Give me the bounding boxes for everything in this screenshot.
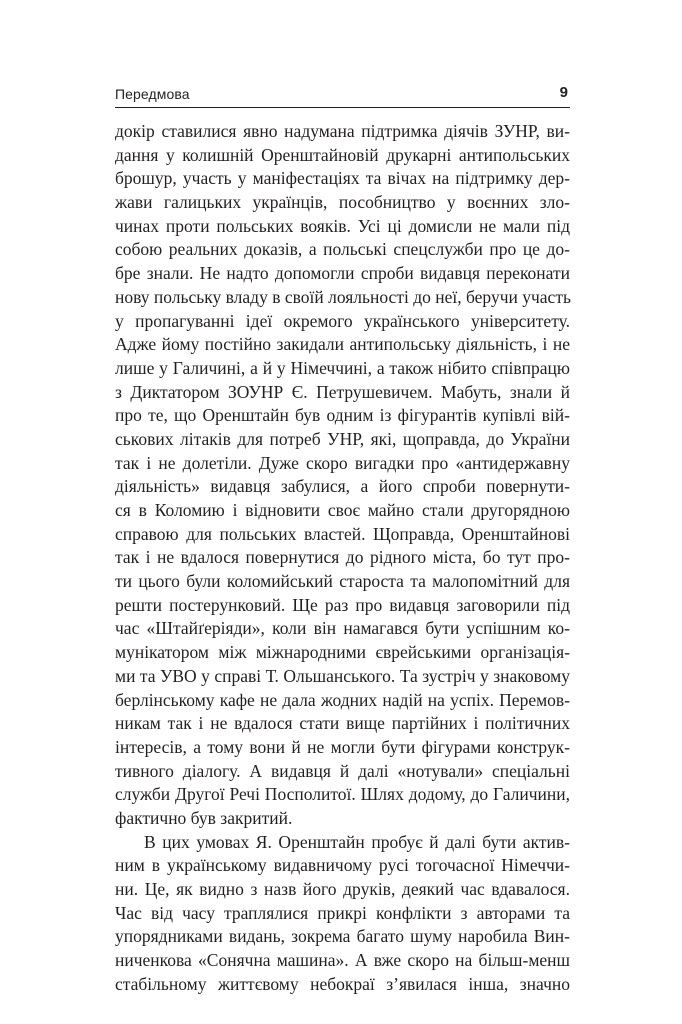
- text-line: так і не долетіли. Дуже скоро вигадки про «антидержавну: [115, 452, 570, 473]
- text-line: стабільному життєвому небокраї з’явилася інша, значно: [115, 973, 570, 994]
- text-line: брошур, участь у маніфестаціях та вічах на підтримку дер-: [115, 168, 570, 189]
- text-line: тивного діалогу. А видавця й далі «нотували» спеціальні: [115, 760, 570, 781]
- text-line: бре знали. Не надто допомогли спроби видавця переконати: [115, 263, 570, 284]
- text-line: ся в Коломию і відновити своє майно стали другорядною: [115, 500, 570, 520]
- text-line: ниченкова «Сонячна машина». А вже скоро на більш-менш: [115, 950, 570, 971]
- text-line: В цих умовах Я. Оренштайн пробує й далі бути актив-: [144, 831, 570, 852]
- text-line: ми та УВО у справі Т. Ольшанського. Та зустріч у знаковому: [115, 665, 570, 686]
- text-line: никам так і не вдалося стати вище партійних і політичних: [115, 713, 570, 734]
- body-text: [115, 120, 570, 996]
- text-line: діяльність» видавця забулися, а його спроби повернути-: [115, 476, 570, 497]
- text-line: Адже йому постійно закидали антипольську діяльність, і не: [115, 334, 570, 355]
- text-line: так і не вдалося повернутися до рідного міста, бо тут про-: [115, 547, 570, 568]
- text-line: Час від часу траплялися прикрі конфлікти з авторами та: [115, 902, 570, 923]
- text-line: собою реальних доказів, а польські спецслужби про це до-: [115, 239, 570, 260]
- text-line: берлінському кафе не дала жодних надій на успіх. Перемов-: [115, 689, 570, 710]
- text-line: решти постерунковий. Ще раз про видавця заговорили під: [115, 594, 570, 615]
- text-line: ськових літаків для потреб УНР, які, щоправда, до України: [115, 428, 570, 449]
- paragraph: [115, 120, 570, 831]
- text-line: ни. Це, як видно з назв його друків, деякий час вдавалося.: [115, 879, 570, 899]
- text-line: справою для польських властей. Щоправда, Оренштайнові: [115, 523, 570, 544]
- section-title: Передмова: [115, 86, 190, 102]
- text-line: час «Штайґеріяди», коли він намагався бути успішним ко-: [115, 618, 570, 639]
- text-line: про те, що Оренштайн був одним із фігурантів купівлі вій-: [115, 405, 570, 426]
- text-line: служби Другої Речі Посполитої. Шлях додому, до Галичини,: [115, 784, 570, 805]
- text-line: ним в українському видавничому русі тогочасної Німеччи-: [115, 855, 570, 876]
- text-line: інтересів, а тому вони й не могли бути фігурами конструк-: [115, 736, 570, 757]
- text-line: фактично був закритий.: [115, 807, 293, 828]
- text-line: нову польську владу в своїй лояльності до неї, беручи участь: [115, 286, 571, 307]
- text-line: мунікатором між міжнародними єврейськими організація-: [115, 642, 570, 663]
- text-line: ти цього були коломийський староста та малопомітний для: [115, 571, 570, 592]
- text-line: упорядниками видань, зокрема багато шуму наробила Вин-: [115, 926, 570, 947]
- text-line: з Диктатором ЗОУНР Є. Петрушевичем. Мабуть, знали й: [115, 381, 570, 402]
- text-line: докір ставилися явно надумана підтримка діячів ЗУНР, ви-: [115, 121, 570, 141]
- running-head: [115, 85, 570, 108]
- text-line: у пропагуванні ідеї окремого українського університету.: [115, 310, 570, 331]
- paragraph: [115, 831, 570, 997]
- text-line: жави галицьких українців, пособництво у воєнних зло-: [115, 192, 570, 213]
- text-line: лише у Галичині, а й у Німеччині, а також нібито співпрацю: [115, 357, 570, 378]
- text-line: дання у колишній Оренштайновій друкарні антипольських: [115, 144, 570, 165]
- page-number: 9: [559, 84, 568, 101]
- text-line: чинах проти польських вояків. Усі ці домисли не мали під: [115, 215, 570, 236]
